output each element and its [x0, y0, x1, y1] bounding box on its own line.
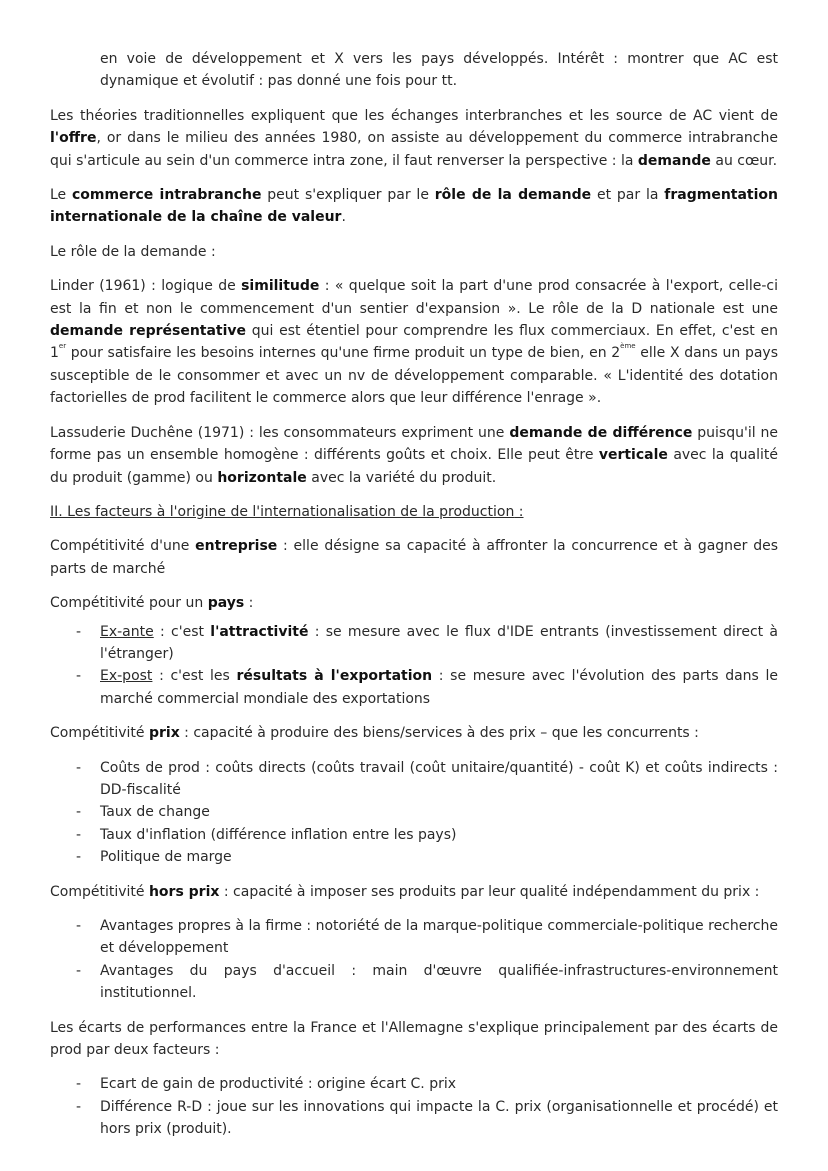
company-competitiveness-paragraph: Compétitivité d'une entreprise : elle désigne sa capacité à affronter la concurrence et à gagner des parts de marché — [50, 538, 778, 577]
list-item: - Coûts de prod : coûts directs (coûts travail (coût unitaire/quantité) - coût K) et coûts indirects : DD-fiscalité — [50, 757, 778, 802]
performance-gaps-paragraph: Les écarts de performances entre la France et l'Allemagne s'explique principalement par des écarts de prod par deux facteurs : — [50, 1019, 778, 1059]
list-item: - Ex-post : c'est les résultats à l'exportation : se mesure avec l'évolution des parts dans le marché commercial mondiale des exportations — [50, 665, 778, 710]
list-item: - Ecart de gain de productivité : origine écart C. prix — [50, 1073, 778, 1095]
list-item: - Ex-ante : c'est l'attractivité : se mesure avec le flux d'IDE entrants (investissement direct à l'étranger) — [50, 621, 778, 666]
performance-gaps-list — [50, 1073, 778, 1140]
demand-role-heading: Le rôle de la demande : — [50, 243, 216, 260]
price-competitiveness-paragraph: Compétitivité prix : capacité à produire des biens/services à des prix – que les concurrents : — [50, 725, 699, 742]
list-item: - Taux de change — [50, 801, 778, 823]
non-price-competitiveness-paragraph: Compétitivité hors prix : capacité à imposer ses produits par leur qualité indépendamment du prix : — [50, 883, 760, 900]
section-2-heading: II. Les facteurs à l'origine de l'internationalisation de la production : — [50, 503, 524, 520]
country-competitiveness-paragraph: Compétitivité pour un pays : — [50, 595, 254, 612]
list-item: - Avantages du pays d'accueil : main d'œuvre qualifiée-infrastructures-environnement institutionnel. — [50, 960, 778, 1005]
traditional-theories-paragraph: Les théories traditionnelles expliquent que les échanges interbranches et les source de AC vient de l'offre, or dans le milieu des années 1980, on assiste au développement du commerce intrabranche qui s'articule au sein d'un commerce intra zone, il faut renverser la perspective : la demande au cœur. — [50, 107, 778, 169]
lassuderie-paragraph: Lassuderie Duchêne (1971) : les consommateurs expriment une demande de différence puisqu'il ne forme pas un ensemble homogène : différents goûts et choix. Elle peut être verticale avec la qualité du produit (gamme) ou horizontale avec la variété du produit. — [50, 424, 778, 486]
non-price-competitiveness-list — [50, 915, 778, 1005]
list-item: - Différence R-D : joue sur les innovations qui impacte la C. prix (organisationnelle et procédé) et hors prix (produit). — [50, 1096, 778, 1141]
continuation-paragraph: en voie de développement et X vers les pays développés. Intérêt : montrer que AC est dynamique et évolutif : pas donné une fois pour tt. — [100, 51, 778, 90]
price-competitiveness-list — [50, 757, 778, 869]
linder-paragraph: Linder (1961) : logique de similitude : « quelque soit la part d'une prod consacrée à l'export, celle-ci est la fin et non le commencement d'un sentier d'expansion ». Le rôle de la D nationale est une demande représentative qui est étentiel pour comprendre les flux commerciaux. En effet, c'est en 1er pour satisfaire les besoins internes qu'une firme produit un type de bien, en 2ème elle X dans un pays susceptible de le consommer et avec un nv de développement comparable. « L'identité des dotation factorielles de prod facilitent le commerce alors que leur différence l'enrage ». — [50, 278, 778, 407]
intrabranch-paragraph: Le commerce intrabranche peut s'expliquer par le rôle de la demande et par la fragmentation internationale de la chaîne de valeur. — [50, 187, 778, 226]
list-item: - Avantages propres à la firme : notoriété de la marque-politique commerciale-politique recherche et développement — [50, 915, 778, 960]
list-item: - Taux d'inflation (différence inflation entre les pays) — [50, 824, 778, 846]
document-page — [50, 48, 778, 1153]
list-item: - Politique de marge — [50, 846, 778, 868]
country-competitiveness-list — [50, 621, 778, 711]
